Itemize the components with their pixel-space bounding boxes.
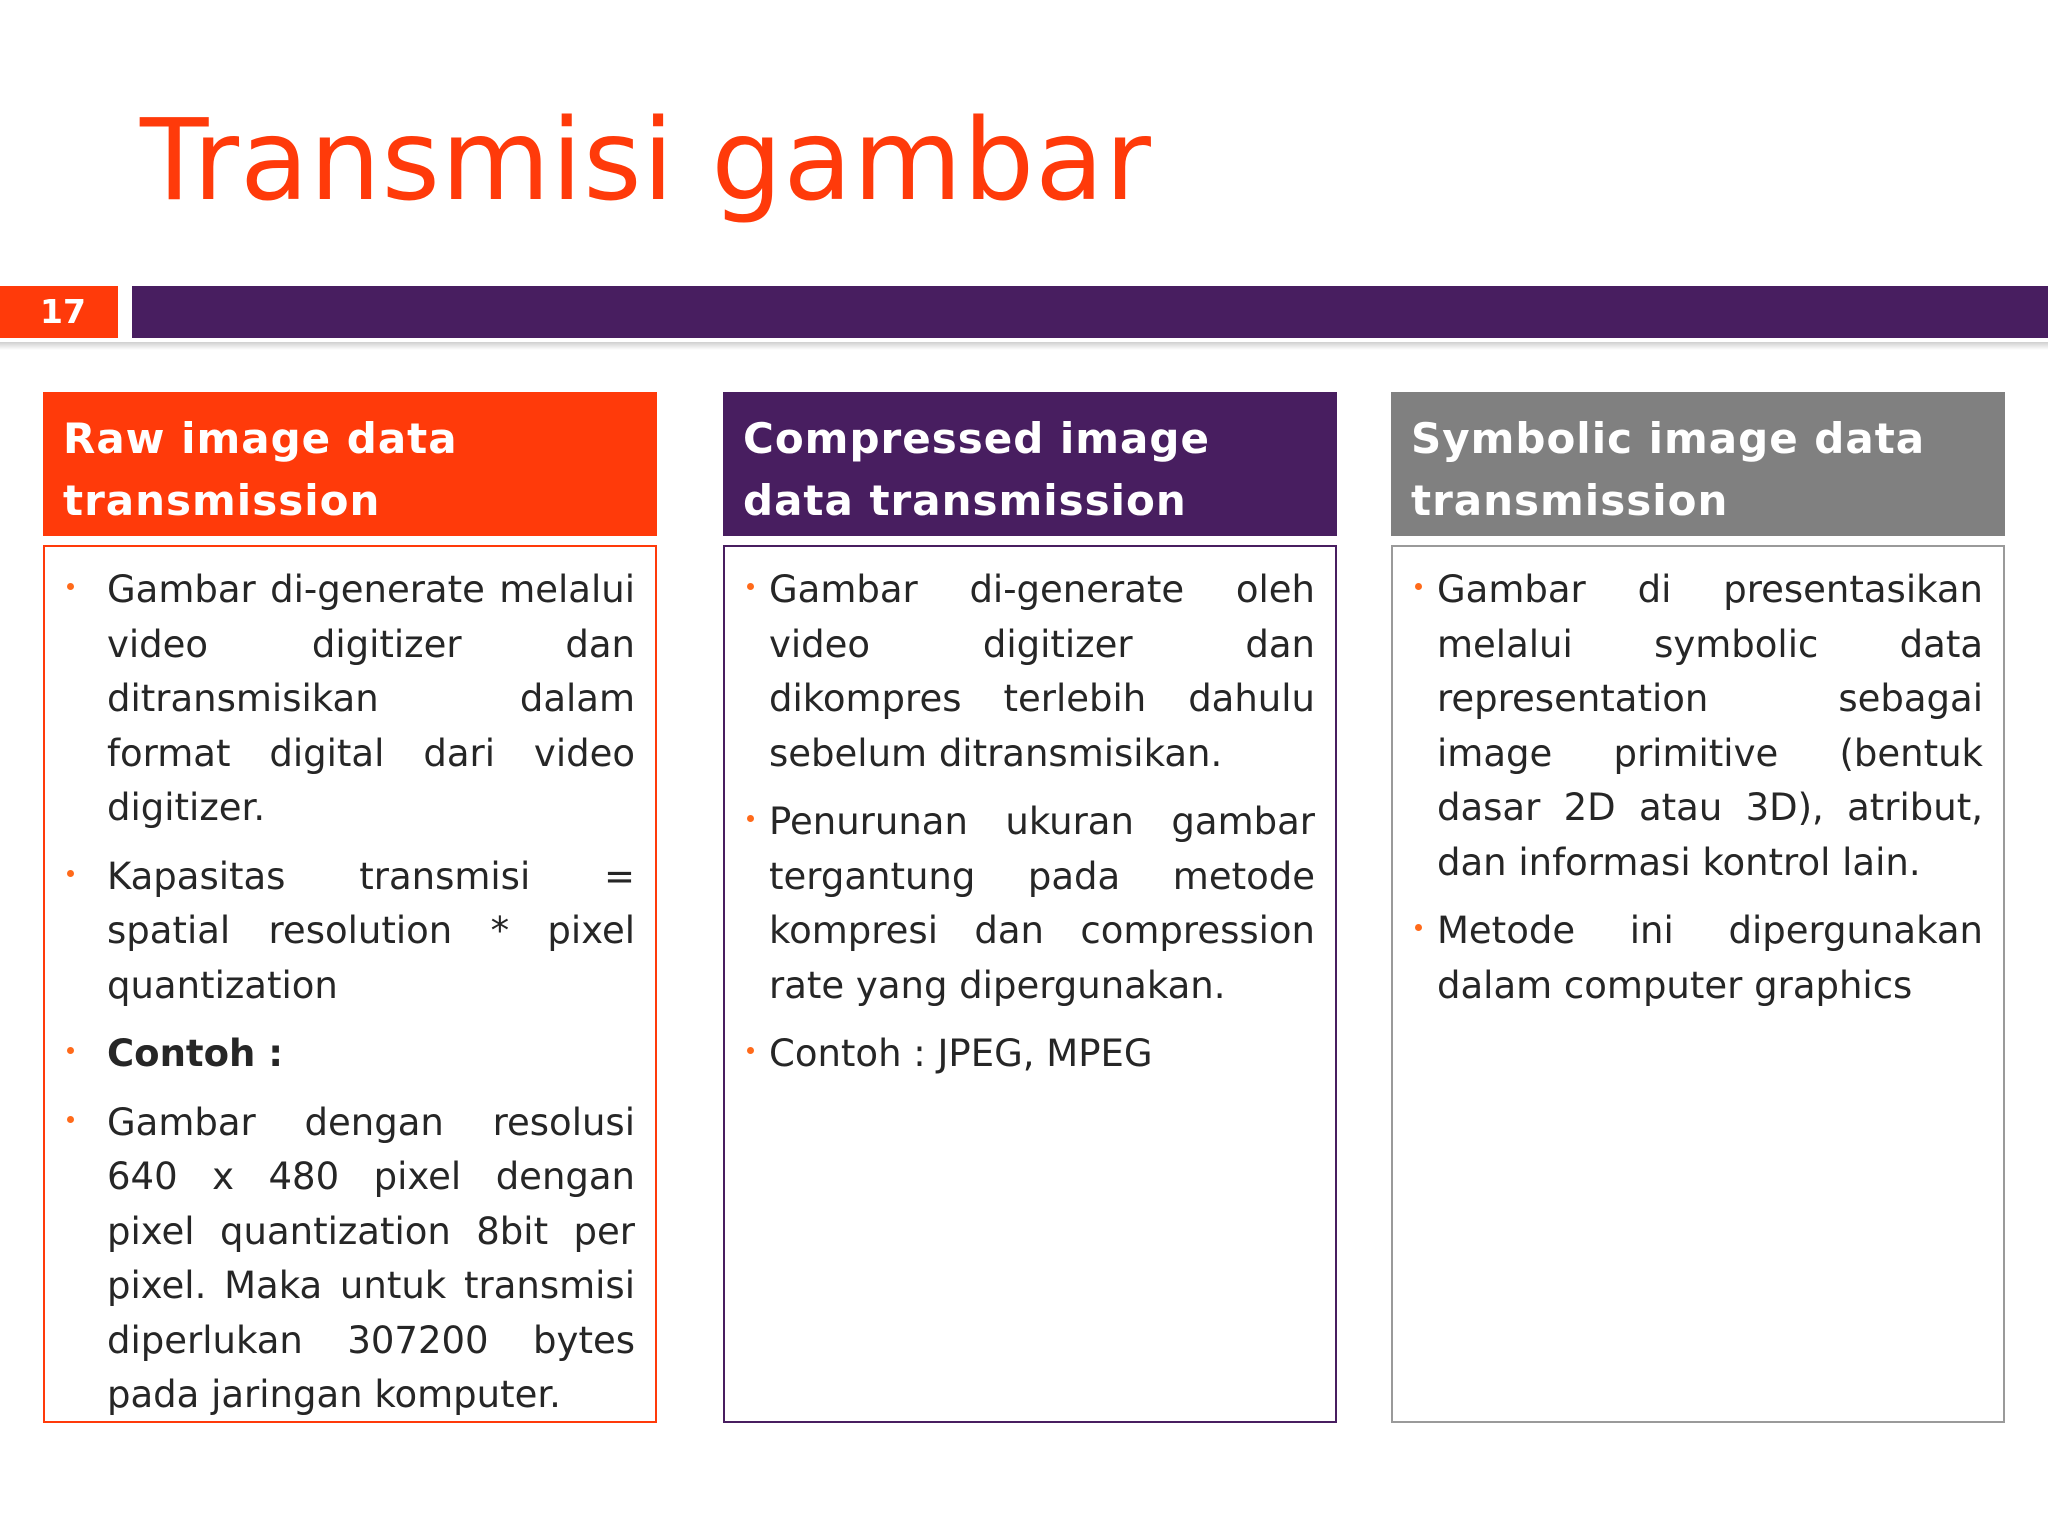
list-item: Gambar di-generate oleh video digitizer dan dikompres terlebih dahulu sebelum ditransmisikan. bbox=[745, 563, 1315, 781]
list-item: Gambar di-generate melalui video digitizer dan ditransmisikan dalam format digital dari video digitizer. bbox=[65, 563, 635, 836]
bullet-list bbox=[1413, 563, 1983, 1013]
list-item: Gambar dengan resolusi 640 x 480 pixel dengan pixel quantization 8bit per pixel. Maka untuk transmisi diperlukan 307200 bytes pada jaringan komputer. bbox=[65, 1096, 635, 1423]
bullet-list bbox=[65, 563, 635, 1423]
symbolic-transmission-column bbox=[1391, 392, 2005, 1423]
list-item: Penurunan ukuran gambar tergantung pada metode kompresi dan compression rate yang dipergunakan. bbox=[745, 795, 1315, 1013]
compressed-transmission-body bbox=[723, 545, 1337, 1423]
raw-transmission-heading: Raw image data transmission bbox=[43, 392, 657, 536]
symbolic-transmission-heading: Symbolic image data transmission bbox=[1391, 392, 2005, 536]
title-divider-bar bbox=[132, 286, 2048, 338]
compressed-transmission-heading: Compressed image data transmission bbox=[723, 392, 1337, 536]
raw-transmission-body bbox=[43, 545, 657, 1423]
list-item: Contoh : bbox=[65, 1027, 635, 1082]
bullet-list bbox=[745, 563, 1315, 1082]
symbolic-transmission-body bbox=[1391, 545, 2005, 1423]
raw-transmission-column bbox=[43, 392, 657, 1423]
list-item: Contoh : JPEG, MPEG bbox=[745, 1027, 1315, 1082]
divider-shadow bbox=[0, 342, 2048, 350]
slide-number: 17 bbox=[0, 286, 118, 338]
slide-title: Transmisi gambar bbox=[140, 96, 1152, 226]
list-item: Metode ini dipergunakan dalam computer graphics bbox=[1413, 904, 1983, 1013]
compressed-transmission-column bbox=[723, 392, 1337, 1423]
list-item: Kapasitas transmisi = spatial resolution * pixel quantization bbox=[65, 850, 635, 1014]
list-item: Gambar di presentasikan melalui symbolic data representation sebagai image primitive (bentuk dasar 2D atau 3D), atribut, dan informasi kontrol lain. bbox=[1413, 563, 1983, 890]
